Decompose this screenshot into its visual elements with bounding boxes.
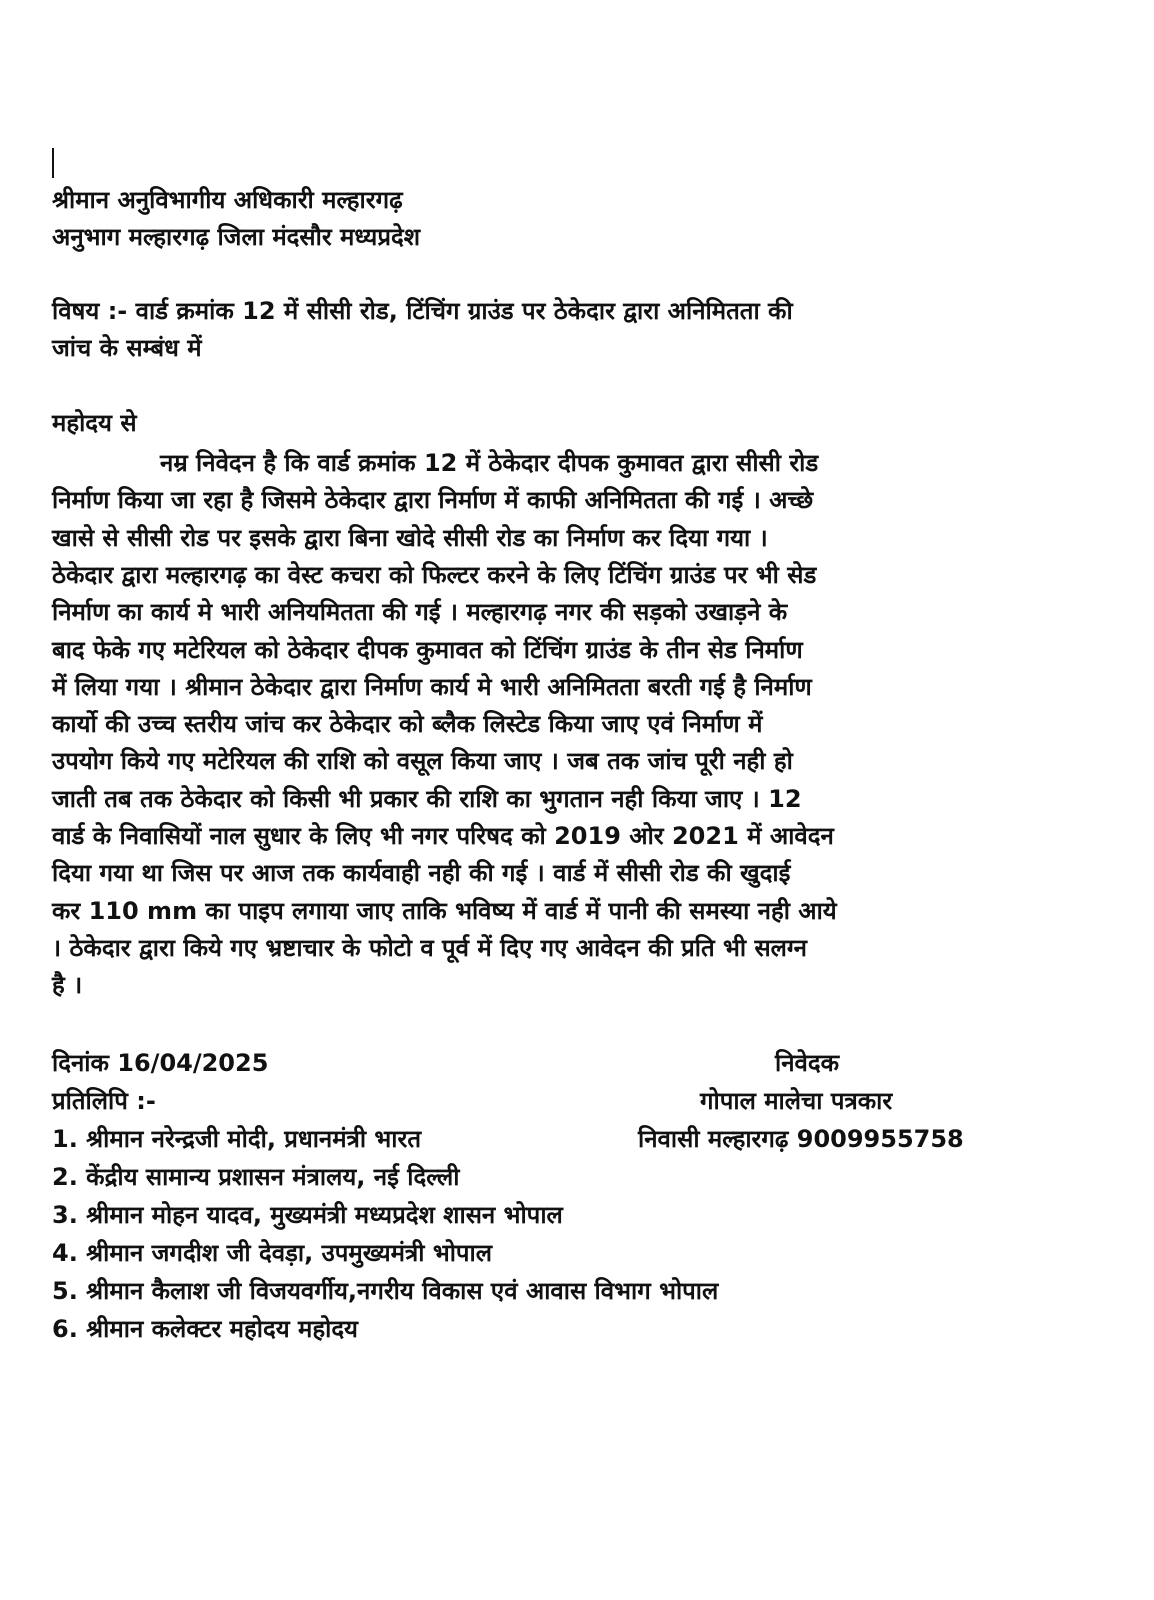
body-line: जाती तब तक ठेकेदार को किसी भी प्रकार की राशि का भुगतान नही किया जाए । 12 <box>52 784 802 813</box>
copy-item: 6. श्रीमान कलेक्टर महोदय महोदय <box>52 1315 358 1343</box>
copy-item: 1. श्रीमान नरेन्द्रजी मोदी, प्रधानमंत्री भारत <box>52 1125 422 1153</box>
body-line: उपयोग किये गए मटेरियल की राशि को वसूल किया जाए । जब तक जांच पूरी नही हो <box>52 747 793 776</box>
subject-line-1: विषय :- वार्ड क्रमांक 12 में सीसी रोड, टिंचिंग ग्राउंड पर ठेकेदार द्वारा अनिमितता की <box>52 297 793 325</box>
body-line: है । <box>52 971 83 1000</box>
date: दिनांक 16/04/2025 <box>52 1049 269 1077</box>
salutation: महोदय से <box>52 409 137 437</box>
copy-item: 2. केंद्रीय सामान्य प्रशासन मंत्रालय, नई दिल्ली <box>52 1163 460 1191</box>
body-line: में लिया गया । श्रीमान ठेकेदार द्वारा निर्माण कार्य मे भारी अनिमितता बरती गई है निर्माण <box>52 672 812 701</box>
body-line: दिया गया था जिस पर आज तक कार्यवाही नही की गई । वार्ड में सीसी रोड की खुदाई <box>52 859 791 888</box>
copy-item: 3. श्रीमान मोहन यादव, मुख्यमंत्री मध्यप्रदेश शासन भोपाल <box>52 1201 563 1229</box>
signature-address: निवासी मल्हारगढ़ 9009955758 <box>638 1125 964 1153</box>
signature-label: निवेदक <box>775 1049 840 1077</box>
body-line: निर्माण का कार्य मे भारी अनियमितता की गई । मल्हारगढ़ नगर की सड़को उखाड़ने के <box>52 598 788 627</box>
body-line: वार्ड के निवासियों नाल सुधार के लिए भी नगर परिषद को 2019 ओर 2021 में आवेदन <box>52 822 834 850</box>
addressee-line-2: अनुभाग मल्हारगढ़ जिला मंदसौर मध्यप्रदेश <box>52 223 421 251</box>
body-line: खासे से सीसी रोड पर इसके द्वारा बिना खोदे सीसी रोड का निर्माण कर दिया गया । <box>52 523 768 552</box>
copy-item: 5. श्रीमान कैलाश जी विजयवर्गीय,नगरीय विकास एवं आवास विभाग भोपाल <box>52 1277 719 1305</box>
body-line: । ठेकेदार द्वारा किये गए भ्रष्टाचार के फोटो व पूर्व में दिए गए आवेदन की प्रति भी सलग्न <box>52 933 808 962</box>
body-line: कर 110 mm का पाइप लगाया जाए ताकि भविष्य में वार्ड में पानी की समस्या नही आये <box>52 896 837 925</box>
body-line: निर्माण किया जा रहा है जिसमे ठेकेदार द्वारा निर्माण में काफी अनिमितता की गई । अच्छे <box>52 486 814 515</box>
copy-heading: प्रतिलिपि :- <box>52 1087 156 1115</box>
body-line: नम्र निवेदन है कि वार्ड क्रमांक 12 में ठेकेदार दीपक कुमावत द्वारा सीसी रोड <box>160 449 819 477</box>
body-line: बाद फेके गए मटेरियल को ठेकेदार दीपक कुमावत को टिंचिंग ग्राउंड के तीन सेड निर्माण <box>52 635 803 664</box>
text-cursor <box>52 148 54 178</box>
copy-item: 4. श्रीमान जगदीश जी देवड़ा, उपमुख्यमंत्री भोपाल <box>52 1239 493 1267</box>
body-line: कार्यो की उच्च स्तरीय जांच कर ठेकेदार को ब्लैक लिस्टेड किया जाए एवं निर्माण में <box>52 710 763 739</box>
subject-line-2: जांच के सम्बंध में <box>52 334 202 362</box>
addressee-line-1: श्रीमान अनुविभागीय अधिकारी मल्हारगढ़ <box>52 186 403 214</box>
body-line: ठेकेदार द्वारा मल्हारगढ़ का वेस्ट कचरा को फिल्टर करने के लिए टिंचिंग ग्राउंड पर भी सेड <box>52 560 817 589</box>
signature-name: गोपाल मालेचा पत्रकार <box>700 1087 893 1115</box>
